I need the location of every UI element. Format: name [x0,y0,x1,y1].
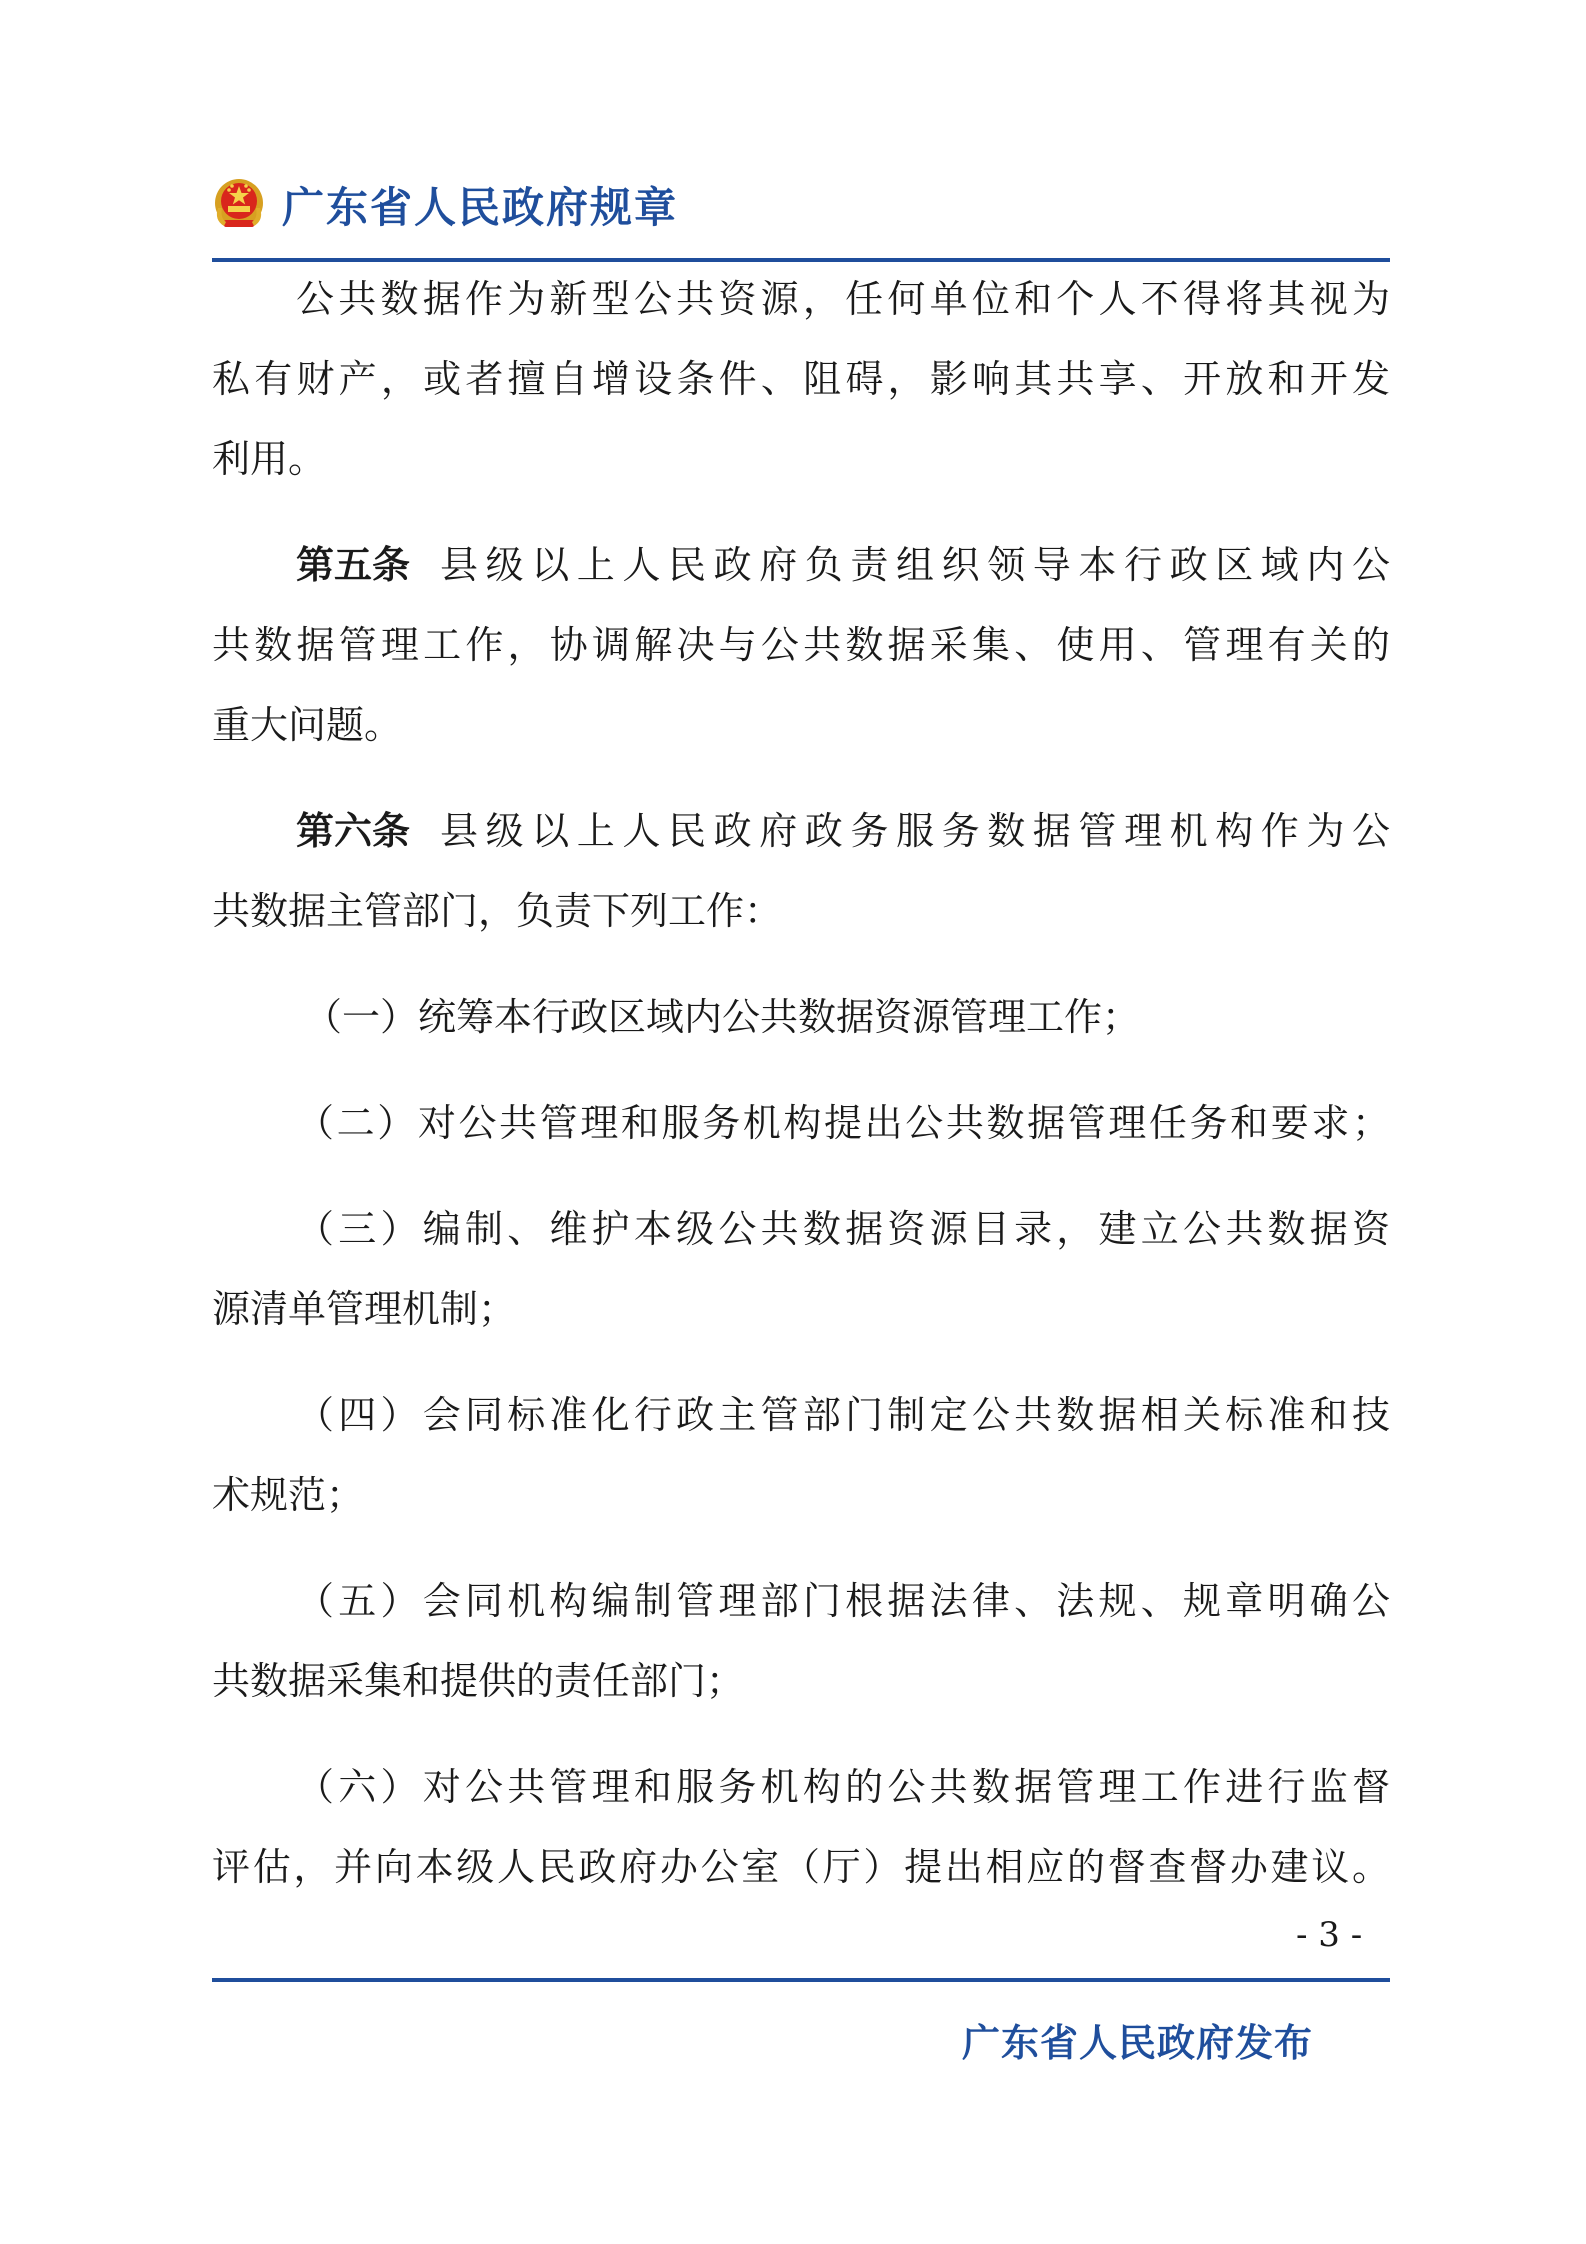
list-item: （四）会同标准化行政主管部门制定公共数据相关标准和技 [296,1393,1390,1437]
article-6-first-line [296,806,1390,856]
list-item: （一）统筹本行政区域内公共数据资源管理工作； [304,995,1141,1039]
article-text: 县级以上人民政府政务服务数据管理机构作为公 [440,809,1390,853]
page-number: - 3 - [1296,1915,1363,1955]
paragraph-line: 共数据主管部门，负责下列工作： [212,889,783,933]
list-item: （六）对公共管理和服务机构的公共数据管理工作进行监督 [296,1765,1390,1809]
national-emblem-icon [210,176,268,234]
paragraph-line: 公共数据作为新型公共资源，任何单位和个人不得将其视为 [296,277,1390,321]
list-item-continuation: 术规范； [212,1473,365,1517]
paragraph-line: 重大问题。 [212,703,403,747]
list-item-continuation: 共数据采集和提供的责任部门； [212,1659,745,1703]
list-item-continuation: 源清单管理机制； [212,1287,517,1331]
article-heading: 第五条 [296,543,411,587]
page-header [210,170,678,240]
footer-publisher: 广东省人民政府发布 [962,2021,1314,2065]
header-title: 广东省人民政府规章 [282,183,679,232]
list-item: （二）对公共管理和服务机构提出公共数据管理任务和要求； [296,1101,1390,1145]
paragraph-line: 共数据管理工作，协调解决与公共数据采集、使用、管理有关的 [212,623,1390,667]
list-item: （三）编制、维护本级公共数据资源目录，建立公共数据资 [296,1207,1390,1251]
list-item-continuation: 评估，并向本级人民政府办公室（厅）提出相应的督查督办建议。 [212,1845,1390,1889]
list-item: （五）会同机构编制管理部门根据法律、法规、规章明确公 [296,1579,1390,1623]
article-text: 县级以上人民政府负责组织领导本行政区域内公 [440,543,1390,587]
header-divider [212,258,1390,262]
footer-divider [212,1978,1390,1982]
article-heading: 第六条 [296,809,411,853]
paragraph-line: 利用。 [212,437,327,481]
article-5-first-line [296,540,1390,590]
paragraph-line: 私有财产，或者擅自增设条件、阻碍，影响其共享、开放和开发 [212,357,1390,401]
